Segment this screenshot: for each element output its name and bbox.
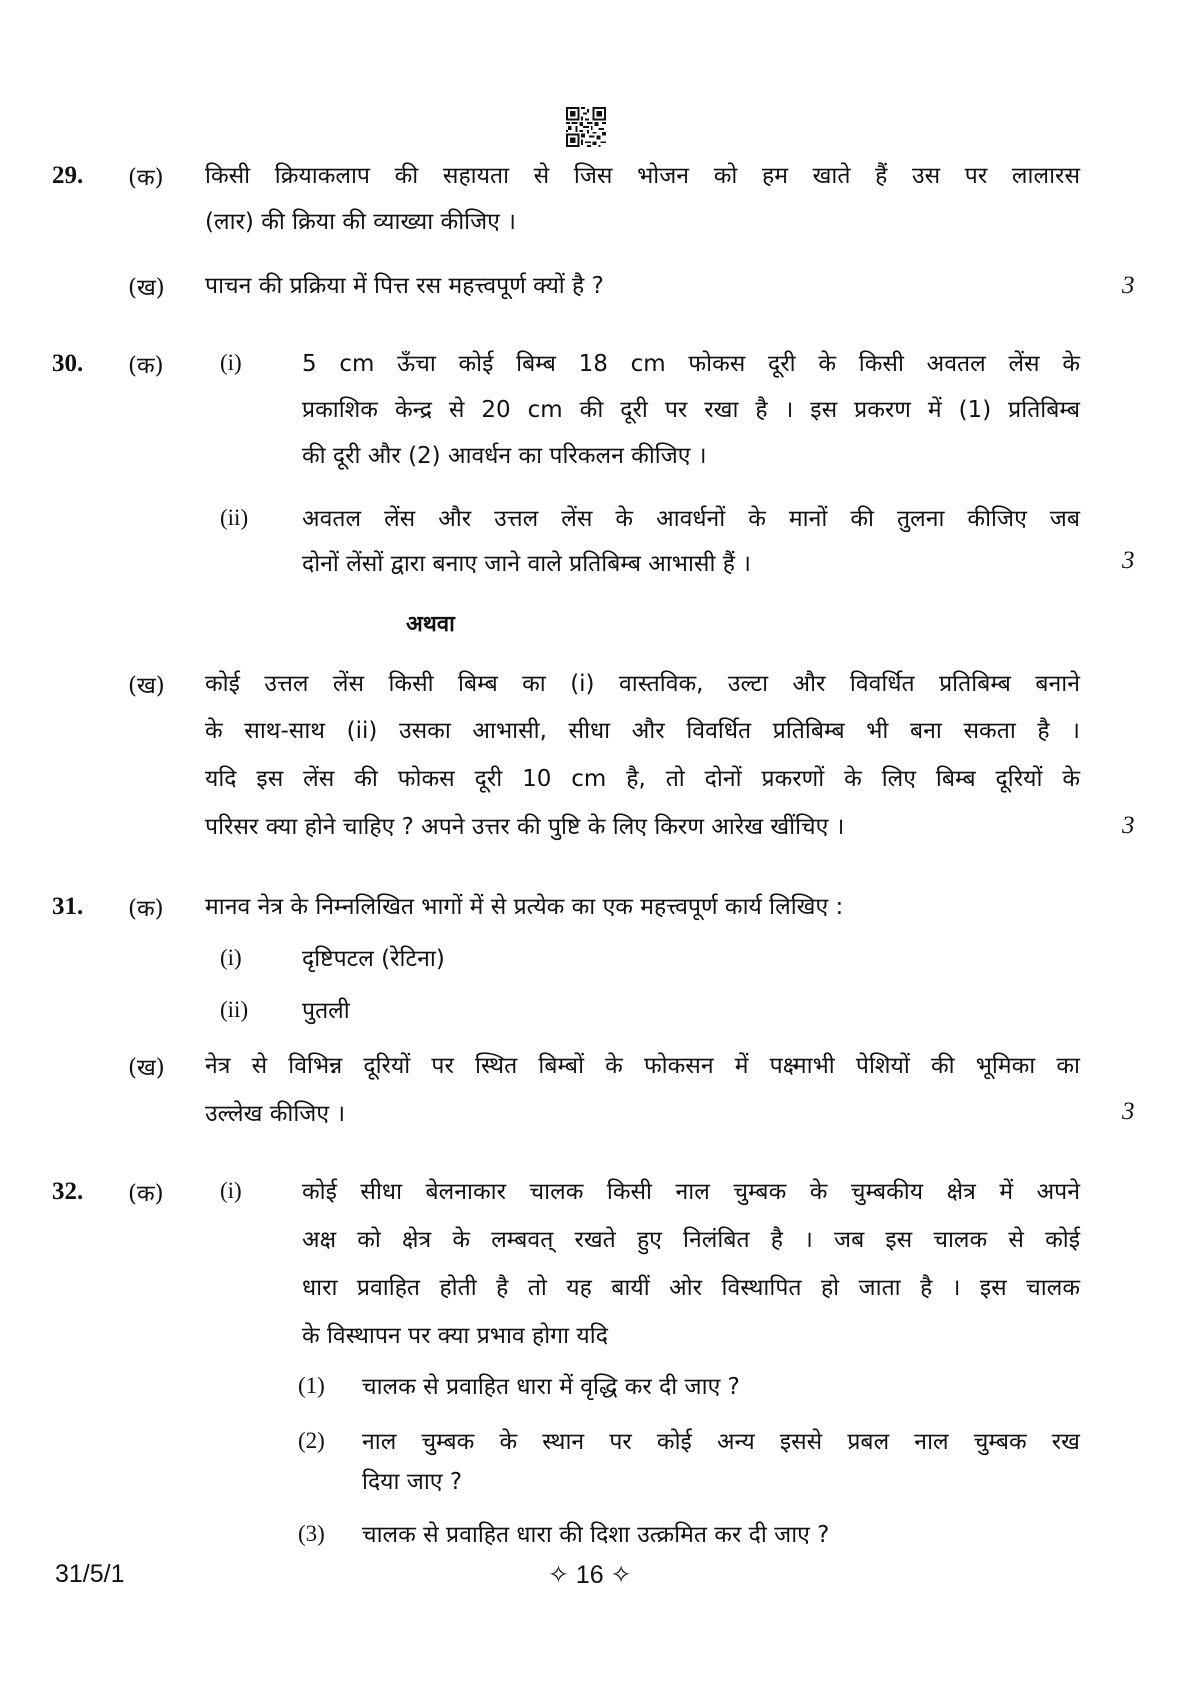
part-label: (क) bbox=[128, 353, 164, 379]
question-number: 30. bbox=[52, 350, 84, 377]
question-text-line: कोई सीधा बेलनाकार चालक किसी नाल चुम्बक के चुम्बकीय क्षेत्र में अपने bbox=[302, 1179, 1080, 1205]
subpart-label: (ii) bbox=[220, 997, 249, 1022]
question-text-line: नाल चुम्बक के स्थान पर कोई अन्य इससे प्रबल नाल चुम्बक रख bbox=[362, 1429, 1080, 1455]
part-label: (ख) bbox=[128, 673, 165, 699]
question-text-line: चालक से प्रवाहित धारा की दिशा उत्क्रमित कर दी जाए ? bbox=[362, 1522, 830, 1548]
question-text-line: की दूरी और (2) आवर्धन का परिकलन कीजिए । bbox=[302, 443, 707, 469]
paper-code: 31/5/1 bbox=[55, 1560, 125, 1588]
question-text-line: दोनों लेंसों द्वारा बनाए जाने वाले प्रतिबिम्ब आभासी हैं । bbox=[302, 551, 751, 577]
question-text-line: नेत्र से विभिन्न दूरियों पर स्थित बिम्बों के फोकसन में पक्ष्माभी पेशियों की भूमिका का bbox=[205, 1053, 1080, 1079]
marks: 3 bbox=[1122, 272, 1135, 299]
question-text-line: धारा प्रवाहित होती है तो यह बायीं ओर विस्थापित हो जाता है । इस चालक bbox=[302, 1275, 1080, 1301]
marks: 3 bbox=[1122, 547, 1135, 574]
question-number: 32. bbox=[52, 1178, 84, 1205]
item-label: (3) bbox=[298, 1521, 325, 1546]
part-label: (क) bbox=[128, 165, 164, 191]
question-number: 29. bbox=[52, 162, 84, 189]
question-text-line: (लार) की क्रिया की व्याख्या कीजिए । bbox=[205, 209, 516, 235]
or-heading: अथवा bbox=[406, 612, 455, 637]
question-text-line: पुतली bbox=[302, 998, 350, 1024]
marks: 3 bbox=[1122, 1098, 1135, 1125]
subpart-label: (i) bbox=[220, 350, 242, 375]
part-label: (ख) bbox=[128, 275, 165, 301]
page-number: ✧ 16 ✧ bbox=[548, 1561, 632, 1589]
question-text-line: के विस्थापन पर क्या प्रभाव होगा यदि bbox=[302, 1323, 608, 1349]
question-text-line: दृष्टिपटल (रेटिना) bbox=[302, 946, 445, 972]
question-text-line: उल्लेख कीजिए । bbox=[205, 1101, 346, 1127]
question-text-line: किसी क्रियाकलाप की सहायता से जिस भोजन को हम खाते हैं उस पर लालारस bbox=[205, 163, 1080, 189]
question-text-line: अक्ष को क्षेत्र के लम्बवत् रखते हुए निलंबित है । जब इस चालक से कोई bbox=[302, 1227, 1080, 1253]
qr-code-icon bbox=[566, 107, 606, 147]
subpart-label: (ii) bbox=[220, 505, 249, 530]
question-text-line: परिसर क्या होने चाहिए ? अपने उत्तर की पुष्टि के लिए किरण आरेख खींचिए । bbox=[205, 814, 845, 840]
question-text-line: मानव नेत्र के निम्नलिखित भागों में से प्रत्येक का एक महत्त्वपूर्ण कार्य लिखिए : bbox=[205, 894, 844, 920]
part-label: (ख) bbox=[128, 1055, 165, 1081]
question-text-line: के साथ-साथ (ii) उसका आभासी, सीधा और विवर्धित प्रतिबिम्ब भी बना सकता है । bbox=[205, 718, 1080, 744]
subpart-label: (i) bbox=[220, 945, 242, 970]
question-text-line: चालक से प्रवाहित धारा में वृद्धि कर दी जाए ? bbox=[362, 1374, 740, 1400]
item-label: (2) bbox=[298, 1428, 325, 1453]
part-label: (क) bbox=[128, 1181, 164, 1207]
question-text-line: 5 cm ऊँचा कोई बिम्ब 18 cm फोकस दूरी के किसी अवतल लेंस के bbox=[302, 351, 1080, 377]
question-number: 31. bbox=[52, 893, 84, 920]
subpart-label: (i) bbox=[220, 1178, 242, 1203]
question-text-line: यदि इस लेंस की फोकस दूरी 10 cm है, तो दोनों प्रकरणों के लिए बिम्ब दूरियों के bbox=[205, 766, 1080, 792]
question-text-line: कोई उत्तल लेंस किसी बिम्ब का (i) वास्तविक, उल्टा और विवर्धित प्रतिबिम्ब बनाने bbox=[205, 671, 1080, 697]
question-text-line: अवतल लेंस और उत्तल लेंस के आवर्धनों के मानों की तुलना कीजिए जब bbox=[302, 506, 1080, 532]
marks: 3 bbox=[1122, 812, 1135, 839]
question-text-line: प्रकाशिक केन्द्र से 20 cm की दूरी पर रखा है । इस प्रकरण में (1) प्रतिबिम्ब bbox=[302, 397, 1080, 423]
item-label: (1) bbox=[298, 1373, 325, 1398]
part-label: (क) bbox=[128, 896, 164, 922]
question-text-line: दिया जाए ? bbox=[362, 1469, 463, 1495]
question-text-line: पाचन की प्रक्रिया में पित्त रस महत्त्वपूर्ण क्यों है ? bbox=[205, 273, 604, 299]
